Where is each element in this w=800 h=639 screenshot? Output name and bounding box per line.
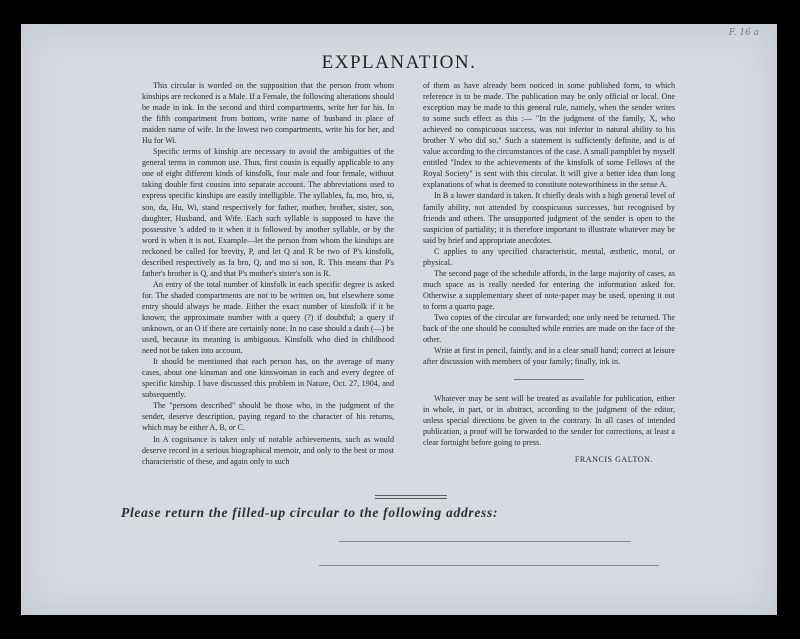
- paragraph-total-number: An entry of the total number of kinsfolk in each specific degree is asked for. The shaded compartments are not to be written on, but elsewhere some entry should always be made. Either the exact number of kinsfolk if it be known; the approximate number with a query (?) if doubtful; a query if unknown, or an O if there are certainly none. In no case should a dash (—) be used, because its meaning is ambiguous. Kinsfolk who died in childhood need not be taken into account.: [142, 279, 394, 356]
- pencil-annotation: F. 16 a: [728, 28, 759, 38]
- signature: FRANCIS GALTON.: [574, 455, 653, 465]
- address-line-2[interactable]: [319, 565, 659, 566]
- circular-page: [21, 24, 777, 615]
- right-column: [423, 80, 675, 466]
- left-column: [142, 80, 394, 467]
- paragraph-second-page: The second page of the schedule affords, in the large majority of cases, as much space as is really needed for entering the information asked for. Otherwise a supplementary sheet of note-paper may be used, opening it out to form a quarto page.: [423, 268, 675, 311]
- paragraph-cognisance-a: In A cognisance is taken only of notable achievements, such as would deserve record in a serious biographical memoir, and only to the best or most characteristic of these, and again only to such: [142, 434, 394, 466]
- paragraph-persons-described: The "persons described" should be those who, in the judgment of the sender, deserve description, paying regard to the character of his returns, which may be either A, B, or C.: [142, 401, 394, 433]
- double-rule-bottom: [375, 498, 447, 499]
- paragraph-characteristic-c: C applies to any specified characteristic, mental, æsthetic, moral, or physical.: [423, 246, 675, 267]
- paragraph-continuation: of them as have already been noticed in some published form, to which reference is to be made. The publication may be only official or local. One exception may be made to this general rule, namely, when the sender writes to some such effect as this :— "In the judgment of the family, X, who achieved no conspicuous success, was not inferior in natural ability to his brother Y who did so." Such a statement is sufficiently definite, and is of value according to the circumstances of the case. A small pamphlet by myself entitled "Index to the achievements of the kinsfolk of some Fellows of the Royal Society" is sent with this circular. It will give a better idea than long explanations of what is deemed to constitute noteworthiness in the sense A.: [423, 81, 675, 190]
- address-line-1[interactable]: [339, 541, 631, 542]
- paragraph-specific-terms: Specific terms of kinship are necessary to avoid the ambiguities of the general terms in common use. Thus, first cousin is equally applicable to any one of eight different kinds of kinsfolk, four male and four female, without taking double first cousins into separate account. The abbreviations used to express specific kinships are easily intelligible. The syllables, fa, mo, bro, si, son, da, Hu, Wi, stand respectively for father, mother, brother, sister, son, daughter, Husband, and Wife. Each such syllable is supposed to have the possessive 's added to it when it is followed by another syllable, or by the word is when it is not. Example—let the person from whom the kinships are reckoned be called for brevity, P, and let Q and R be two of P's kinsfolk, described respectively as fa bro, Q, and mo si son, R. This means that P's father's brother is Q, and that P's mother's sister's son is R.: [142, 147, 394, 278]
- paragraph-standard-b: In B a lower standard is taken. It chiefly deals with a high general level of family ability, not attended by conspicuous successes, but recognised by friends and others. The unsupported judgment of the sender is open to the suspicion of partiality; it is therefore important to illustrate whatever may be said by brief and appropriate anecdotes.: [423, 191, 675, 245]
- paragraph-write-pencil: Write at first in pencil, faintly, and in a clear small hand; correct at leisure after discussion with members of your family; finally, ink in.: [423, 346, 675, 367]
- paragraph-average-kinsman: It should be mentioned that each person has, on the average of many cases, about one kinsman and one kinswoman in each and every degree of specific kinship. I have discussed this problem in Nature, Oct. 27, 1904, and subsequently.: [142, 357, 394, 400]
- return-instruction: Please return the filled-up circular to the following address:: [121, 505, 499, 520]
- paragraph-male-supposition: This circular is worded on the supposition that the person from whom kinships are reckoned is a Male. If a Female, the following alterations should be made in ink. In the second and third compartments, write her for his. In the fifth compartment from bottom, write name of husband in place of maiden name of wife. In the lowest two compartments, write his for her, and Hu for Wi.: [142, 81, 394, 146]
- section-rule: [514, 379, 584, 380]
- paragraph-publication: Whatever may be sent will be treated as available for publication, either in whole, in part, or in abstract, according to the judgment of the editor, unless special directions be given to the contrary. In all cases of intended publication, a proof will be forwarded to the sender for corrections, at least a clear fortnight before going to press.: [423, 394, 675, 448]
- paragraph-two-copies: Two copies of the circular are forwarded; one only need be returned. The back of the one should be consulted while entries are made on the face of the other.: [423, 312, 675, 345]
- page-title: EXPLANATION.: [321, 52, 477, 73]
- double-rule-top: [375, 495, 447, 496]
